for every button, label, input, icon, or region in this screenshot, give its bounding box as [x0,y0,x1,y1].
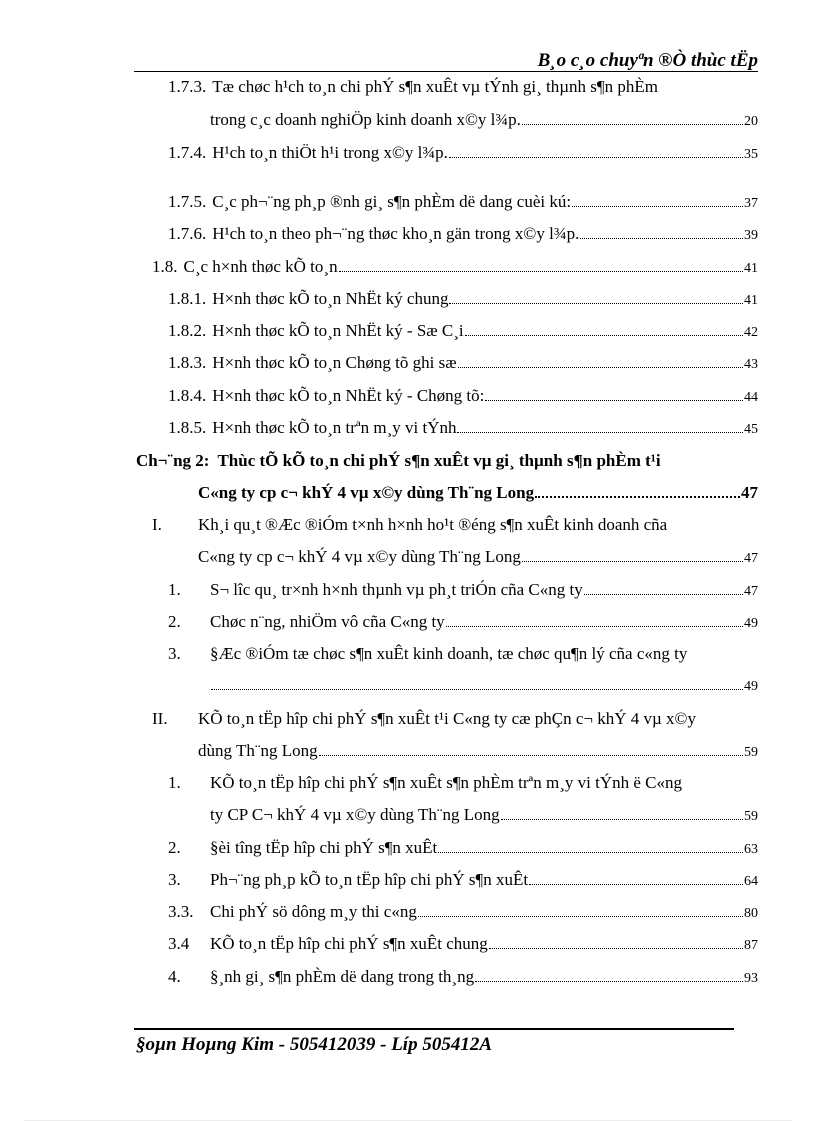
toc-text: H×nh thøc kÕ to¸n trªn m¸y vi tÝnh [212,418,457,437]
toc-leader [457,420,743,433]
toc-entry-1-8[interactable] [152,255,758,279]
toc-leader [449,291,743,304]
toc-entry-4[interactable] [168,965,758,989]
toc-entry-chapter-2-cont[interactable] [198,481,758,505]
toc-leader [458,355,743,368]
toc-text: KÕ to¸n tËp hîp chi phÝ s¶n xuÊt s¶n phÈm trªn m¸y vi tÝnh ë C«ng [210,773,682,792]
toc-leader [485,388,743,401]
toc-leader [449,145,743,158]
toc-page: 49 [744,616,758,631]
toc-page: 41 [744,293,758,308]
toc-entry-1-7-3[interactable] [168,75,758,99]
toc-text: H¹ch to¸n theo ph¬¨ng thøc kho¸n gän trong x©y l¾p. [212,224,580,243]
toc-leader [465,323,743,336]
toc-number: 1. [168,580,181,599]
toc-number: 1.8.5. [168,418,207,437]
toc-number: 1.7.6. [168,224,207,243]
toc-entry-1-8-5[interactable] [168,416,758,440]
toc-text: C¸c ph¬¨ng ph¸p ®nh gi¸ s¶n phÈm dë dang cuèi kú: [212,192,572,211]
toc-text: §èi tîng tËp hîp chi phÝ s¶n xuÊt [210,838,438,857]
toc-page: 20 [744,114,758,129]
toc-text: ty CP C¬ khÝ 4 vµ x©y dùng Th¨ng Long [210,805,500,824]
toc-text: S¬ lîc qu¸ tr×nh h×nh thµnh vµ ph¸t triÓn cña C«ng ty [210,580,583,599]
toc-text: §Æc ®iÓm tæ chøc s¶n xuÊt kinh doanh, tæ chøc qu¶n lý cña c«ng ty [210,644,688,663]
toc-entry-3-3[interactable] [168,900,758,924]
toc-text: Thùc tÕ kÕ to¸n chi phÝ s¶n xuÊt vµ gi¸ thµnh s¶n phÈm t¹i [217,451,661,470]
toc-entry-i-3[interactable] [168,642,758,666]
toc-entry-ii-1-cont[interactable] [210,803,758,827]
toc-number: I. [152,515,162,534]
toc-leader [489,936,743,949]
toc-text: Ph¬¨ng ph¸p kÕ to¸n tËp hîp chi phÝ s¶n xuÊt [210,870,529,889]
toc-leader [446,614,743,627]
page-bottom-border [25,1120,791,1121]
toc-text: H×nh thøc kÕ to¸n NhËt ký - Sæ C¸i [212,321,464,340]
toc-number: 1. [168,773,181,792]
toc-number: Ch¬¨ng 2: [136,451,210,470]
toc-entry-3-4[interactable] [168,932,758,956]
toc-page: 49 [744,679,758,694]
toc-page: 80 [744,906,758,921]
toc-leader [522,549,743,562]
toc-entry-chapter-2[interactable] [136,449,758,473]
toc-page: 39 [744,228,758,243]
toc-entry-i-2[interactable] [168,610,758,634]
toc-leader [339,259,743,272]
toc-entry-section-ii-cont[interactable] [198,739,758,763]
toc-entry-1-7-6[interactable] [168,222,758,246]
toc-text: Tæ chøc h¹ch to¸n chi phÝ s¶n xuÊt vµ tÝnh gi¸ thµnh s¶n phÈm [212,77,658,96]
toc-text: KÕ to¸n tËp hîp chi phÝ s¶n xuÊt t¹i C«ng ty cæ phÇn c¬ khÝ 4 vµ x©y [198,709,696,728]
toc-leader [580,226,743,239]
toc-page: 59 [744,809,758,824]
toc-number: 4. [168,967,181,986]
footer-text: §oµn Hoµng Kim - 505412039 - Líp 505412A [136,1034,492,1055]
toc-page: 63 [744,842,758,857]
toc-number: 3.4 [168,934,190,953]
toc-leader [211,677,743,690]
toc-text: Kh¸i qu¸t ®Æc ®iÓm t×nh h×nh ho¹t ®éng s¶n xuÊt kinh doanh cña [198,515,668,534]
toc-number: II. [152,709,168,728]
toc-number: 3. [168,870,181,889]
footer-rule [134,1028,734,1030]
toc-leader [418,904,743,917]
toc-page: 41 [744,261,758,276]
toc-entry-1-7-3-cont[interactable] [210,108,758,132]
toc-number: 1.8.3. [168,353,207,372]
toc-page: 35 [744,147,758,162]
toc-text: H¹ch to¸n thiÖt h¹i trong x©y l¾p. [212,143,448,162]
toc-number: 1.8. [152,257,178,276]
toc-number: 1.7.4. [168,143,207,162]
toc-leader [475,969,743,982]
toc-entry-section-ii[interactable] [152,707,758,731]
toc-text: H×nh thøc kÕ to¸n NhËt ký chung [212,289,449,308]
toc-entry-1-7-4[interactable] [168,141,758,165]
toc-text: trong c¸c doanh nghiÖp kinh doanh x©y l¾p. [210,110,521,129]
toc-entry-ii-1[interactable] [168,771,758,795]
toc-text: H×nh thøc kÕ to¸n Chøng tõ ghi sæ [212,353,457,372]
toc-page: 93 [744,971,758,986]
toc-page: 47 [741,483,758,502]
toc-text: Chi phÝ sö dông m¸y thi c«ng [210,902,417,921]
toc-number: 3.3. [168,902,194,921]
toc-entry-i-3-cont[interactable] [210,675,758,699]
toc-number: 1.8.4. [168,386,207,405]
toc-page: 87 [744,938,758,953]
toc-page: 47 [744,551,758,566]
toc-page: 42 [744,325,758,340]
toc-number: 3. [168,644,181,663]
toc-entry-ii-2[interactable] [168,836,758,860]
toc-text: Chøc n¨ng, nhiÖm vô cña C«ng ty [210,612,445,631]
toc-leader [501,807,743,820]
toc-page: 43 [744,357,758,372]
toc-number: 2. [168,838,181,857]
toc-entry-i-1[interactable] [168,578,758,602]
toc-entry-1-8-4[interactable] [168,384,758,408]
toc-text: C¸c h×nh thøc kÕ to¸n [183,257,338,276]
toc-text: C«ng ty cp c¬ khÝ 4 vµ x©y dùng Th¨ng Long [198,547,521,566]
toc-page: 59 [744,745,758,760]
toc-leader [522,112,743,125]
toc-entry-section-i-cont[interactable] [198,545,758,569]
toc-entry-1-8-1[interactable] [168,287,758,311]
toc-page: 64 [744,874,758,889]
toc-entry-1-8-2[interactable] [168,319,758,343]
toc-leader [572,194,743,207]
toc-leader [438,840,743,853]
toc-leader [584,582,743,595]
toc-text: KÕ to¸n tËp hîp chi phÝ s¶n xuÊt chung [210,934,488,953]
toc-leader [319,743,743,756]
toc-leader [535,484,740,498]
toc-entry-section-i[interactable] [152,513,758,537]
header-rule [134,71,758,72]
toc-number: 1.8.2. [168,321,207,340]
toc-page: 37 [744,196,758,211]
toc-page: 47 [744,584,758,599]
toc-text: H×nh thøc kÕ to¸n NhËt ký - Chøng tõ: [212,386,485,405]
toc-number: 1.7.3. [168,77,207,96]
toc-text: dùng Th¨ng Long [198,741,318,760]
header-title: B¸o c¸o chuyªn ®Ò thùc tËp [537,50,758,71]
toc-page: 45 [744,422,758,437]
toc-text: §¸nh gi¸ s¶n phÈm dë dang trong th¸ng [210,967,475,986]
toc-entry-ii-3[interactable] [168,868,758,892]
toc-leader [529,872,743,885]
toc-entry-1-8-3[interactable] [168,351,758,375]
toc-page: 44 [744,390,758,405]
toc-number: 2. [168,612,181,631]
toc-text: C«ng ty cp c¬ khÝ 4 vµ x©y dùng Th¨ng Long [198,483,535,502]
toc-entry-1-7-5[interactable] [168,190,758,214]
toc-number: 1.8.1. [168,289,207,308]
toc-number: 1.7.5. [168,192,207,211]
